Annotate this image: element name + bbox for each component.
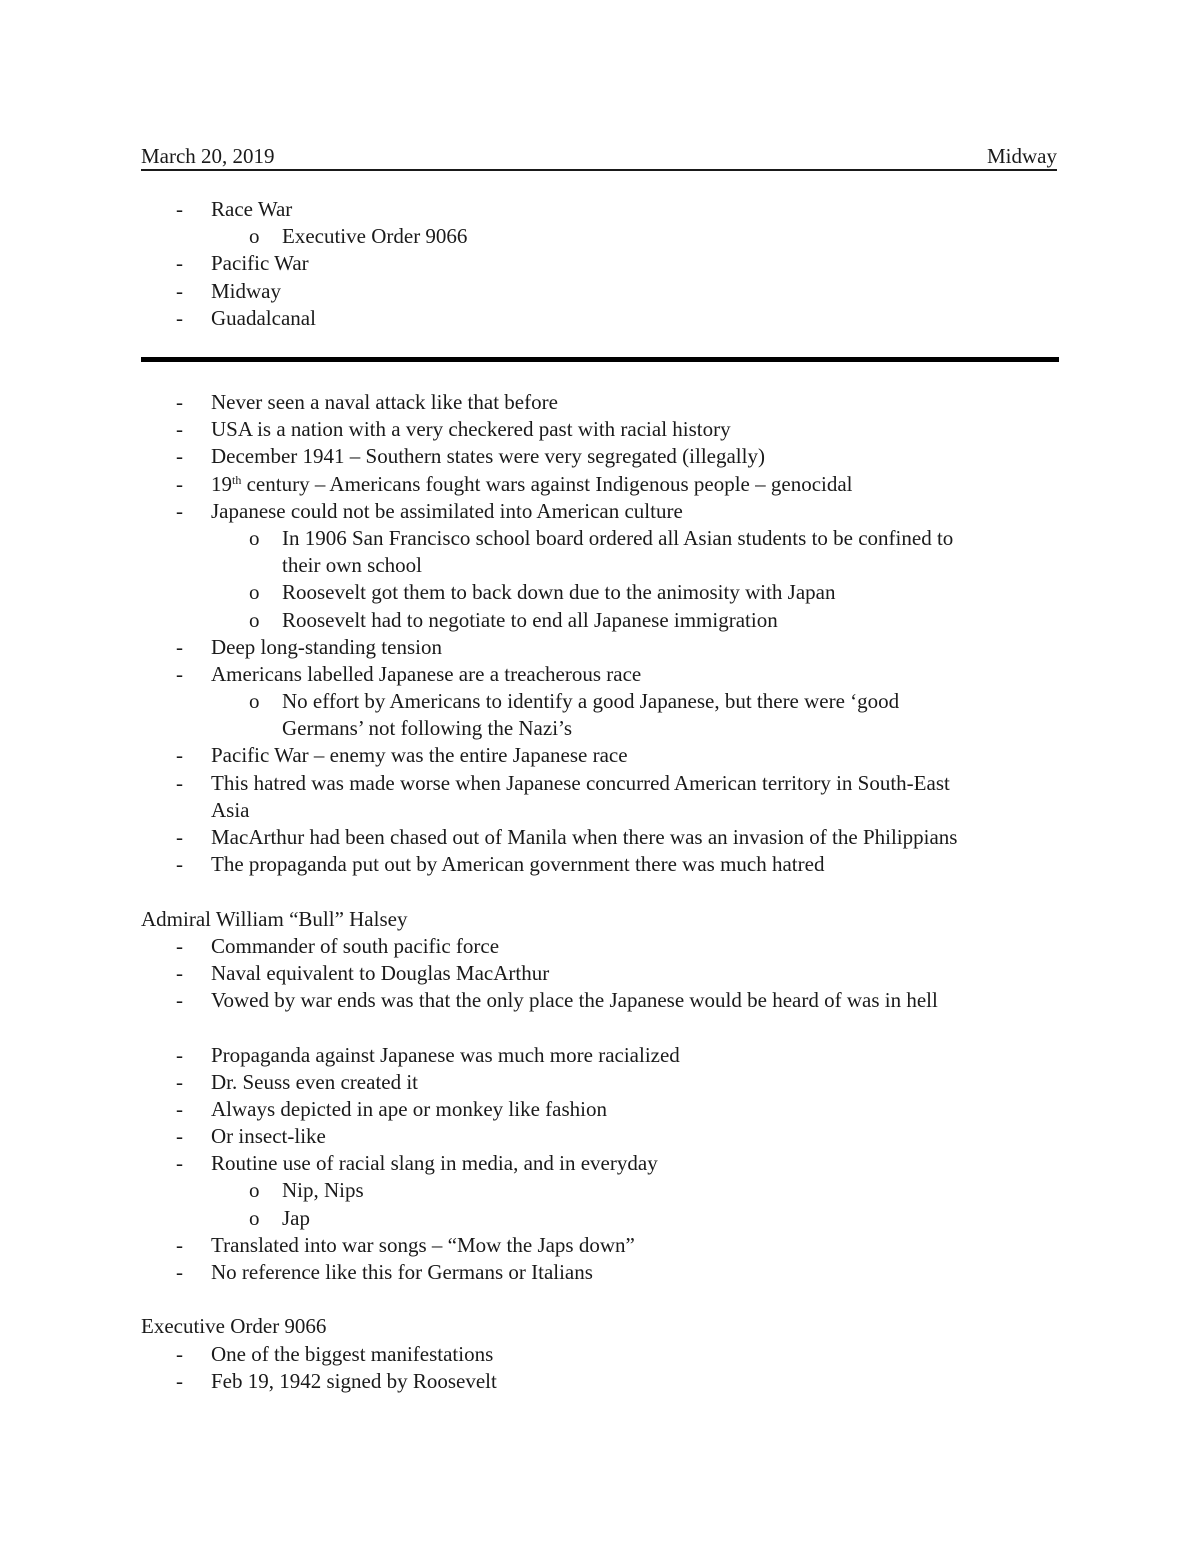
- section-heading-halsey: Admiral William “Bull” Halsey: [141, 906, 408, 931]
- ordinal-suffix: th: [232, 472, 242, 487]
- dash-bullet: -: [176, 1368, 183, 1393]
- sub-list-item: o No effort by Americans to identify a good Japanese, but there were ‘good: [141, 688, 1061, 715]
- blank-line: [141, 1014, 1061, 1041]
- sub-list-item: o Executive Order 9066: [141, 223, 1061, 250]
- list-item: - Never seen a naval attack like that before: [141, 389, 1061, 416]
- dash-bullet: -: [176, 1151, 183, 1176]
- page-header: [141, 143, 1057, 171]
- circle-bullet: o: [249, 525, 260, 550]
- dash-bullet: -: [176, 278, 183, 303]
- dash-bullet: -: [176, 1042, 183, 1067]
- section-divider: [141, 357, 1059, 362]
- dash-bullet: -: [176, 444, 183, 469]
- sub-list-item-continuation: Germans’ not following the Nazi’s: [282, 716, 573, 741]
- circle-bullet: o: [249, 1205, 260, 1230]
- list-item: - USA is a nation with a very checkered past with racial history: [141, 416, 1061, 443]
- dash-bullet: -: [176, 498, 183, 523]
- dash-bullet: -: [176, 1341, 183, 1366]
- list-item: - The propaganda put out by American government there was much hatred: [141, 851, 1061, 878]
- dash-bullet: -: [176, 251, 183, 276]
- dash-bullet: -: [176, 852, 183, 877]
- header-topic: Midway: [987, 144, 1057, 168]
- list-item: - Americans labelled Japanese are a treacherous race: [141, 661, 1061, 688]
- list-item: - Deep long-standing tension: [141, 634, 1061, 661]
- list-item: - Commander of south pacific force: [141, 933, 1061, 960]
- sub-list-item: o In 1906 San Francisco school board ordered all Asian students to be confined to: [141, 525, 1061, 552]
- topic-outline: [141, 196, 1061, 332]
- list-item-continuation: Asia: [211, 797, 250, 822]
- list-item: - No reference like this for Germans or Italians: [141, 1259, 1061, 1286]
- dash-bullet: -: [176, 770, 183, 795]
- list-item: - Japanese could not be assimilated into American culture: [141, 498, 1061, 525]
- dash-bullet: -: [176, 1096, 183, 1121]
- section-heading-eo9066: Executive Order 9066: [141, 1314, 327, 1339]
- sub-list-item: o Roosevelt got them to back down due to the animosity with Japan: [141, 579, 1061, 606]
- dash-bullet: -: [176, 1232, 183, 1257]
- list-item: - Feb 19, 1942 signed by Roosevelt: [141, 1368, 1061, 1395]
- dash-bullet: -: [176, 390, 183, 414]
- dash-bullet: -: [176, 825, 183, 849]
- list-item: - Routine use of racial slang in media, and in everyday: [141, 1150, 1061, 1177]
- circle-bullet: o: [249, 224, 260, 249]
- list-item: - Pacific War: [141, 250, 1061, 277]
- list-item: - Vowed by war ends was that the only place the Japanese would be heard of was in hell: [141, 987, 1061, 1014]
- list-item: - Propaganda against Japanese was much more racialized: [141, 1042, 1061, 1069]
- dash-bullet: -: [176, 1069, 183, 1094]
- century-number: 19: [211, 471, 232, 496]
- list-item: - Midway: [141, 278, 1061, 305]
- dash-bullet: -: [176, 197, 183, 221]
- list-item: - Always depicted in ape or monkey like fashion: [141, 1096, 1061, 1123]
- dash-bullet: -: [176, 1260, 183, 1284]
- circle-bullet: o: [249, 689, 260, 714]
- circle-bullet: o: [249, 1178, 260, 1203]
- dash-bullet: -: [176, 634, 183, 659]
- list-item: - Race War: [141, 196, 1061, 223]
- dash-bullet: -: [176, 661, 183, 686]
- dash-bullet: -: [176, 988, 183, 1013]
- list-item: - Dr. Seuss even created it: [141, 1069, 1061, 1096]
- notes-body: [141, 389, 1061, 1395]
- dash-bullet: -: [176, 305, 183, 330]
- circle-bullet: o: [249, 580, 260, 605]
- list-item: - Guadalcanal: [141, 305, 1061, 332]
- dash-bullet: -: [176, 417, 183, 442]
- list-item: - This hatred was made worse when Japanese concurred American territory in South-East: [141, 770, 1061, 797]
- blank-line: [141, 1286, 1061, 1313]
- sub-list-item: o Nip, Nips: [141, 1177, 1061, 1204]
- list-item: - December 1941 – Southern states were very segregated (illegally): [141, 443, 1061, 470]
- sub-list-item-continuation: their own school: [282, 553, 422, 578]
- sub-list-item: o Roosevelt had to negotiate to end all Japanese immigration: [141, 607, 1061, 634]
- dash-bullet: -: [176, 743, 183, 768]
- dash-bullet: -: [176, 471, 183, 496]
- header-date: March 20, 2019: [141, 144, 275, 168]
- sub-list-item: o Jap: [141, 1205, 1061, 1232]
- list-item: - One of the biggest manifestations: [141, 1341, 1061, 1368]
- list-item: [141, 471, 1061, 498]
- list-item: - Or insect-like: [141, 1123, 1061, 1150]
- list-item: - Translated into war songs – “Mow the Japs down”: [141, 1232, 1061, 1259]
- century-text: century – Americans fought wars against Indigenous people – genocidal: [241, 471, 853, 496]
- blank-line: [141, 878, 1061, 905]
- circle-bullet: o: [249, 607, 260, 632]
- dash-bullet: -: [176, 1124, 183, 1149]
- list-item: - MacArthur had been chased out of Manila when there was an invasion of the Philippians: [141, 824, 1061, 851]
- dash-bullet: -: [176, 960, 183, 985]
- dash-bullet: -: [176, 933, 183, 958]
- list-item: - Pacific War – enemy was the entire Japanese race: [141, 742, 1061, 769]
- list-item: - Naval equivalent to Douglas MacArthur: [141, 960, 1061, 987]
